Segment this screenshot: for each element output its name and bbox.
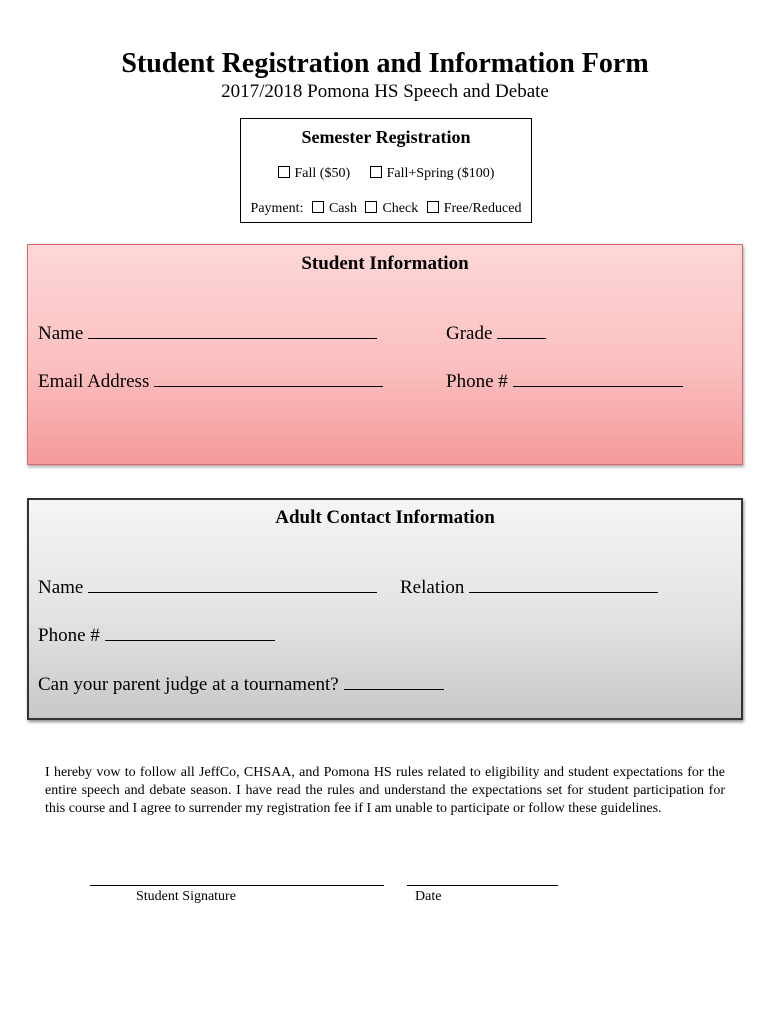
student-phone-label: Phone # (446, 371, 508, 392)
fall-spring-checkbox[interactable] (370, 166, 382, 178)
adult-contact-title: Adult Contact Information (275, 507, 495, 528)
parent-judge-blank[interactable] (344, 673, 444, 690)
form-subtitle: 2017/2018 Pomona HS Speech and Debate (221, 81, 549, 102)
adult-relation-blank[interactable] (469, 576, 658, 593)
student-information-title: Student Information (301, 253, 469, 274)
date-line[interactable] (407, 885, 558, 886)
student-email-label: Email Address (38, 371, 150, 392)
parent-judge-question: Can your parent judge at a tournament? (38, 674, 339, 695)
adult-contact-panel (27, 498, 743, 720)
semester-registration-title: Semester Registration (301, 127, 471, 147)
adult-phone-field[interactable] (38, 624, 275, 648)
fall-option[interactable] (278, 165, 351, 183)
check-checkbox[interactable] (365, 201, 377, 213)
adult-phone-blank[interactable] (105, 624, 275, 641)
fall-spring-option[interactable] (370, 165, 495, 183)
student-grade-field[interactable] (446, 322, 546, 346)
date-label: Date (415, 889, 442, 904)
student-signature-line[interactable] (90, 885, 384, 886)
payment-label: Payment: (250, 201, 304, 216)
pledge-text: I hereby vow to follow all JeffCo, CHSAA, and Pomona HS rules related to eligibility and student expectations for the entire speech and debate season. I have read the rules and understand the expectations set for student participation for this course and I agree to surrender my registration fee if I am unable to participate or follow these guidelines. (45, 765, 725, 816)
fall-checkbox[interactable] (278, 166, 290, 178)
adult-relation-label: Relation (400, 577, 465, 598)
student-information-panel (27, 244, 743, 465)
semester-registration-box (240, 118, 532, 223)
adult-relation-field[interactable] (400, 576, 658, 600)
adult-name-label: Name (38, 577, 84, 598)
student-grade-blank[interactable] (497, 322, 546, 339)
student-name-field[interactable] (38, 322, 377, 346)
cash-option-label: Cash (328, 201, 357, 216)
fall-option-label: Fall ($50) (294, 166, 351, 181)
check-option[interactable] (365, 200, 418, 218)
student-phone-field[interactable] (446, 370, 683, 394)
student-email-blank[interactable] (154, 370, 383, 387)
student-phone-blank[interactable] (513, 370, 683, 387)
student-grade-label: Grade (446, 323, 493, 344)
check-option-label: Check (382, 201, 419, 216)
student-email-field[interactable] (38, 370, 383, 394)
fall-spring-option-label: Fall+Spring ($100) (386, 166, 495, 181)
parent-judge-field[interactable] (38, 673, 444, 697)
student-signature-label: Student Signature (136, 889, 236, 904)
free-reduced-option[interactable] (427, 200, 522, 218)
adult-name-blank[interactable] (88, 576, 377, 593)
payment-options (241, 200, 531, 218)
semester-options (241, 165, 531, 183)
form-title: Student Registration and Information Form (121, 48, 649, 79)
adult-phone-label: Phone # (38, 625, 100, 646)
free-reduced-checkbox[interactable] (427, 201, 439, 213)
student-name-blank[interactable] (88, 322, 377, 339)
cash-option[interactable] (312, 200, 357, 218)
free-reduced-option-label: Free/Reduced (443, 201, 522, 216)
student-name-label: Name (38, 323, 84, 344)
adult-name-field[interactable] (38, 576, 377, 600)
cash-checkbox[interactable] (312, 201, 324, 213)
